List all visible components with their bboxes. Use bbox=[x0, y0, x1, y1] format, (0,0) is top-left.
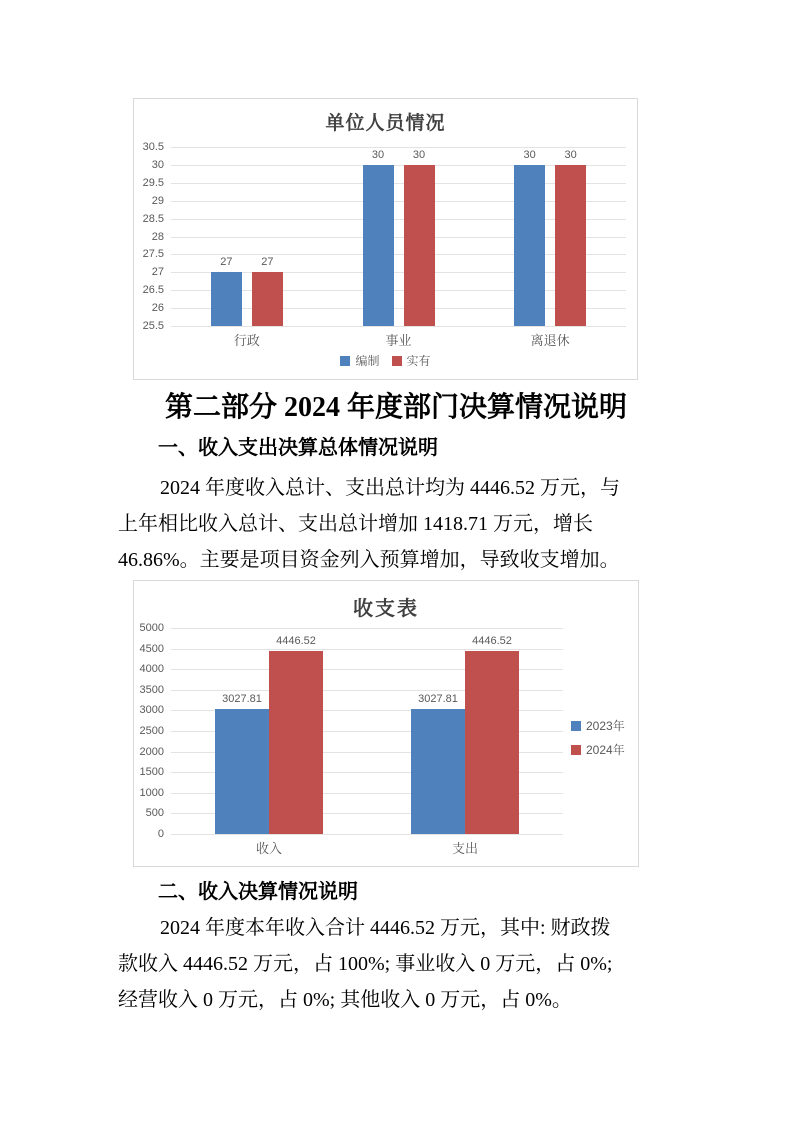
section-heading: 第二部分 2024 年度部门决算情况说明 bbox=[164, 392, 627, 423]
category-label: 行政 bbox=[233, 333, 260, 348]
gridline bbox=[171, 834, 563, 835]
y-tick-label: 1500 bbox=[139, 766, 164, 779]
bar bbox=[404, 165, 435, 326]
bar-value-label: 30 bbox=[412, 148, 426, 161]
bar-value-label: 3027.81 bbox=[222, 693, 262, 706]
legend-item bbox=[392, 352, 431, 369]
y-tick-label: 2500 bbox=[139, 725, 164, 737]
legend-item bbox=[340, 352, 379, 369]
y-tick-label: 30.5 bbox=[142, 141, 164, 153]
chart-title: 单位人员情况 bbox=[325, 113, 446, 134]
y-tick-label: 29.5 bbox=[142, 176, 164, 189]
bar bbox=[465, 651, 519, 834]
bar-value-label: 4446.52 bbox=[276, 634, 316, 647]
chart-legend bbox=[134, 352, 637, 369]
category-label: 离退休 bbox=[530, 333, 570, 348]
y-tick-label: 4500 bbox=[139, 642, 164, 655]
text-line: 上年相比收入总计、支出总计增加 1418.71 万元，增长 bbox=[118, 513, 593, 535]
chart-personnel bbox=[133, 98, 638, 380]
text-line: 2024 年度本年收入合计 4446.52 万元，其中: 财政拨 bbox=[160, 917, 611, 939]
y-tick-label: 0 bbox=[157, 828, 164, 840]
bar-value-label: 30 bbox=[523, 148, 536, 161]
bar bbox=[215, 709, 269, 834]
y-tick-label: 25.5 bbox=[142, 320, 164, 332]
y-tick-label: 28.5 bbox=[142, 212, 164, 225]
text-line: 款收入 4446.52 万元，占 100%; 事业收入 0 万元，占 0%; bbox=[118, 953, 613, 975]
legend-item bbox=[571, 741, 625, 758]
bar bbox=[211, 272, 242, 326]
y-tick-label: 4000 bbox=[139, 663, 164, 676]
y-tick-label: 30 bbox=[151, 158, 164, 171]
paragraph-overview bbox=[118, 470, 663, 578]
y-tick-label: 29 bbox=[151, 194, 164, 207]
bar bbox=[555, 165, 586, 326]
bar-value-label: 30 bbox=[371, 148, 385, 161]
legend-label: 编制 bbox=[355, 354, 380, 368]
legend-label: 2023年 bbox=[586, 719, 625, 733]
legend-item bbox=[571, 717, 625, 734]
text-line: 2024 年度收入总计、支出总计均为 4446.52 万元，与 bbox=[160, 477, 620, 499]
category-label: 支出 bbox=[451, 841, 478, 856]
y-tick-label: 5000 bbox=[139, 622, 164, 634]
legend-color-swatch bbox=[392, 356, 402, 366]
bar-value-label: 3027.81 bbox=[418, 693, 458, 706]
bar bbox=[514, 165, 545, 326]
text-line: 经营收入 0 万元，占 0%; 其他收入 0 万元，占 0%。 bbox=[118, 989, 572, 1011]
y-tick-label: 26 bbox=[151, 302, 164, 315]
gridline bbox=[171, 326, 626, 327]
gridline bbox=[171, 649, 563, 650]
subheading-income-statement: 二、收入决算情况说明 bbox=[158, 881, 358, 903]
bar bbox=[269, 651, 323, 834]
subheading-income-expense-overview: 一、收入支出决算总体情况说明 bbox=[158, 437, 438, 459]
legend-color-swatch bbox=[340, 356, 350, 366]
y-tick-label: 1000 bbox=[139, 786, 164, 799]
bar-value-label: 27 bbox=[261, 256, 274, 269]
bar bbox=[252, 272, 283, 326]
legend-label: 2024年 bbox=[586, 743, 625, 757]
legend-color-swatch bbox=[571, 721, 581, 731]
chart-title: 收支表 bbox=[353, 598, 419, 620]
y-tick-label: 27.5 bbox=[142, 248, 164, 261]
bar-value-label: 4446.52 bbox=[472, 634, 512, 647]
y-tick-label: 3500 bbox=[139, 683, 164, 696]
chart-income-expense bbox=[133, 580, 639, 867]
y-tick-label: 26.5 bbox=[142, 284, 164, 297]
y-tick-label: 2000 bbox=[139, 745, 164, 758]
chart-legend bbox=[571, 717, 625, 758]
gridline bbox=[171, 628, 563, 629]
paragraph-income-detail bbox=[118, 910, 663, 1018]
y-tick-label: 3000 bbox=[139, 704, 164, 717]
bar bbox=[363, 165, 394, 326]
category-label: 事业 bbox=[385, 333, 412, 348]
bar bbox=[411, 709, 465, 834]
bar-value-label: 30 bbox=[564, 148, 577, 161]
category-label: 收入 bbox=[255, 841, 282, 856]
legend-color-swatch bbox=[571, 745, 581, 755]
text-line: 46.86%。主要是项目资金列入预算增加，导致收支增加。 bbox=[118, 549, 620, 571]
bar-value-label: 27 bbox=[220, 256, 233, 269]
legend-label: 实有 bbox=[406, 354, 431, 368]
y-tick-label: 27 bbox=[151, 266, 164, 279]
y-tick-label: 28 bbox=[151, 230, 164, 243]
y-tick-label: 500 bbox=[145, 807, 164, 820]
